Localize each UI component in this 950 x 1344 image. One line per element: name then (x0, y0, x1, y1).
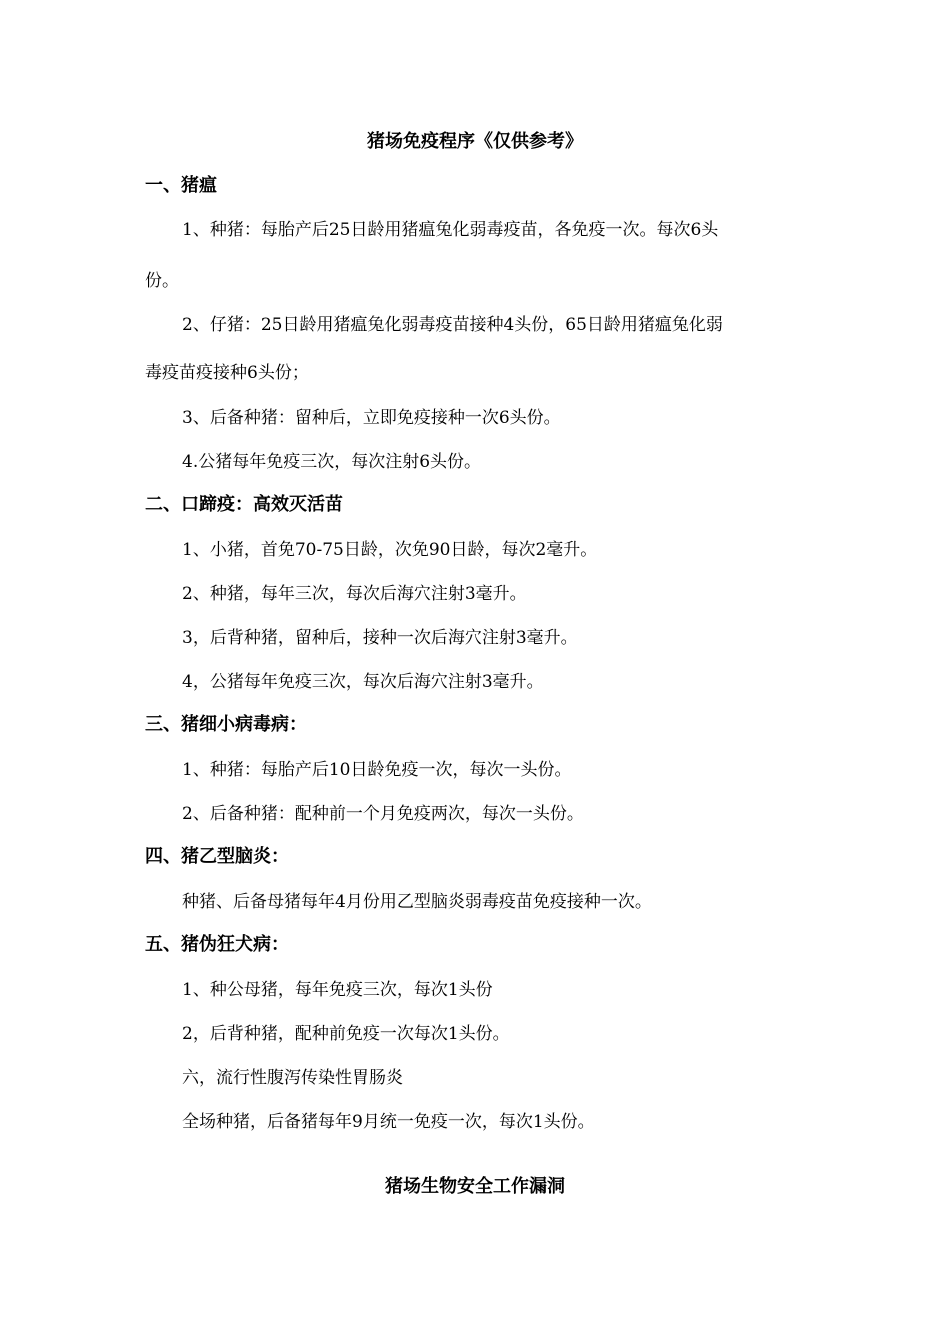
section-heading-swine-fever: 一、猪瘟 (145, 175, 217, 196)
paragraph-line: 1、小猪，首免70-75日龄，次免90日龄，每次2毫升。 (182, 540, 598, 560)
paragraph-line: 1、种公母猪，每年免疫三次，每次1头份 (182, 980, 493, 1000)
paragraph-line: 全场种猪，后备猪每年9月统一免疫一次，每次1头份。 (182, 1112, 595, 1132)
paragraph-line: 六，流行性腹泻传染性胃肠炎 (182, 1068, 403, 1088)
paragraph-line: 2、种猪，每年三次，每次后海穴注射3毫升。 (182, 584, 527, 604)
paragraph-line: 4，公猪每年免疫三次，每次后海穴注射3毫升。 (182, 672, 544, 692)
paragraph-line: 2，后背种猪，配种前免疫一次每次1头份。 (182, 1024, 510, 1044)
paragraph-line: 2、后备种猪：配种前一个月免疫两次，每次一头份。 (182, 804, 584, 824)
footer-title: 猪场生物安全工作漏洞 (385, 1176, 565, 1197)
paragraph-line: 份。 (145, 271, 179, 291)
section-heading-pseudorabies: 五、猪伪狂犬病： (145, 934, 289, 955)
paragraph-line: 3、后备种猪：留种后，立即免疫接种一次6头份。 (182, 408, 561, 428)
paragraph-line: 1、种猪：每胎产后25日龄用猪瘟兔化弱毒疫苗，各免疫一次。每次6头 (182, 220, 719, 240)
document-title: 猪场免疫程序《仅供参考》 (367, 131, 583, 152)
paragraph-line: 4.公猪每年免疫三次，每次注射6头份。 (182, 452, 482, 472)
paragraph-line: 毒疫苗疫接种6头份； (145, 363, 309, 383)
paragraph-line: 2、仔猪：25日龄用猪瘟兔化弱毒疫苗接种4头份，65日龄用猪瘟兔化弱 (182, 315, 723, 335)
section-heading-foot-and-mouth: 二、口蹄疫：高效灭活苗 (145, 494, 343, 515)
paragraph-line: 1、种猪：每胎产后10日龄免疫一次，每次一头份。 (182, 760, 572, 780)
paragraph-line: 3，后背种猪，留种后，接种一次后海穴注射3毫升。 (182, 628, 578, 648)
section-heading-parvovirus: 三、猪细小病毒病： (145, 714, 307, 735)
paragraph-line: 种猪、后备母猪每年4月份用乙型脑炎弱毒疫苗免疫接种一次。 (182, 892, 652, 912)
section-heading-encephalitis: 四、猪乙型脑炎： (145, 846, 289, 867)
